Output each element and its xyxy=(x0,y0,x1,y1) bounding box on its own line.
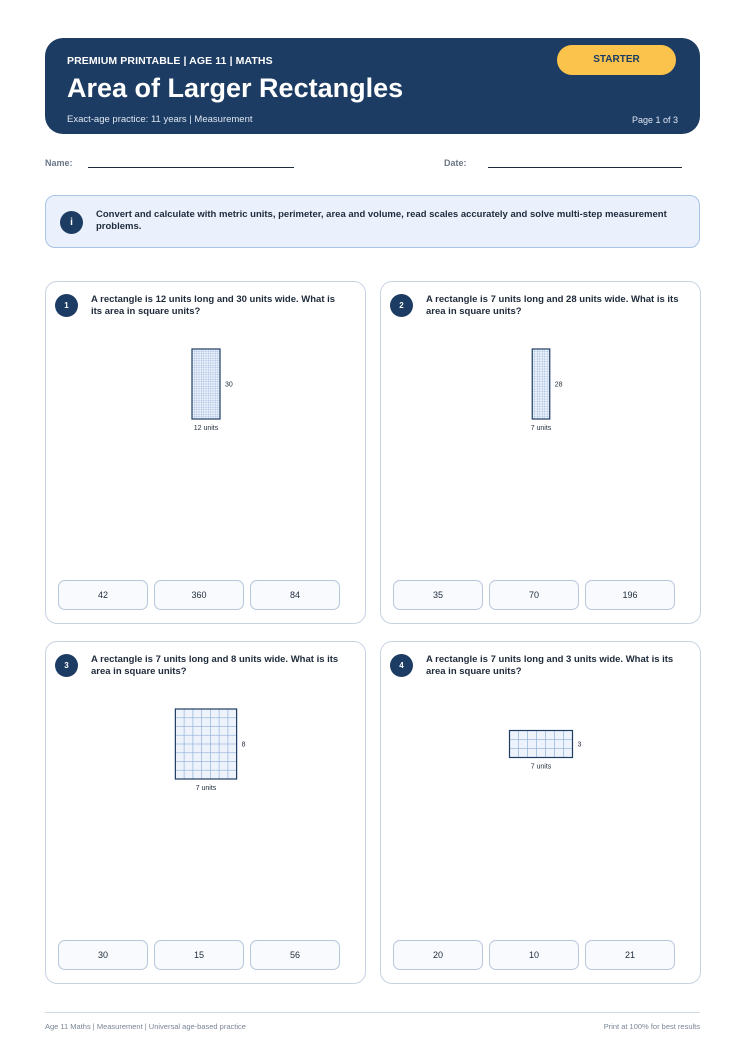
question-number: 2 xyxy=(390,294,413,317)
width-label: 3 xyxy=(577,741,582,749)
date-label: Date: xyxy=(444,158,467,168)
difficulty-badge: STARTER xyxy=(557,45,676,75)
rectangle-figure xyxy=(510,731,582,771)
length-label: 7 units xyxy=(530,763,552,771)
footer-left-text: Age 11 Maths | Measurement | Universal age-based practice xyxy=(45,1022,246,1031)
rectangle-figure xyxy=(192,349,233,432)
answer-options xyxy=(393,580,676,610)
worksheet-header xyxy=(45,38,700,134)
rectangle-fill xyxy=(510,731,573,758)
question-number: 1 xyxy=(55,294,78,317)
rectangle-diagram xyxy=(381,282,702,625)
name-field[interactable] xyxy=(88,167,294,168)
info-icon: i xyxy=(60,211,83,234)
footer-right-text: Print at 100% for best results xyxy=(603,1022,700,1031)
answer-options xyxy=(58,580,341,610)
rectangle-figure xyxy=(175,709,245,792)
answer-option[interactable]: 70 xyxy=(489,580,579,610)
question-card xyxy=(380,281,701,624)
page-indicator: Page 1 of 3 xyxy=(631,115,678,125)
question-card xyxy=(380,641,701,984)
question-card xyxy=(45,641,366,984)
answer-option[interactable]: 35 xyxy=(393,580,483,610)
header-subtitle: Exact-age practice: 11 years | Measurement xyxy=(67,114,253,125)
question-text: A rectangle is 12 units long and 30 units wide. What is its area in square units? xyxy=(91,294,336,317)
answer-options xyxy=(393,940,676,970)
length-label: 7 units xyxy=(530,425,552,432)
answer-option[interactable]: 56 xyxy=(250,940,340,970)
answer-option[interactable]: 196 xyxy=(585,580,675,610)
footer-divider xyxy=(45,1012,700,1013)
name-label: Name: xyxy=(45,158,73,168)
width-label: 30 xyxy=(225,381,233,389)
answer-options xyxy=(58,940,341,970)
question-text: A rectangle is 7 units long and 28 units wide. What is its area in square units? xyxy=(426,294,679,317)
question-text: A rectangle is 7 units long and 8 units wide. What is its area in square units? xyxy=(91,654,339,677)
question-number: 3 xyxy=(55,654,78,677)
answer-option[interactable]: 15 xyxy=(154,940,244,970)
rectangle-diagram xyxy=(381,642,702,985)
rectangle-figure xyxy=(531,349,563,432)
date-field[interactable] xyxy=(488,167,682,168)
length-label: 12 units xyxy=(193,425,219,432)
rectangle-diagram xyxy=(46,282,367,625)
answer-option[interactable]: 360 xyxy=(154,580,244,610)
answer-option[interactable]: 84 xyxy=(250,580,340,610)
question-card xyxy=(45,281,366,624)
answer-option[interactable]: 42 xyxy=(58,580,148,610)
info-text: Convert and calculate with metric units, perimeter, area and volume, read scales accurately and solve multi-step measurement problems. xyxy=(96,209,667,232)
page-title: Area of Larger Rectangles xyxy=(67,73,404,103)
question-text: A rectangle is 7 units long and 3 units wide. What is its area in square units? xyxy=(426,654,674,677)
width-label: 28 xyxy=(554,381,563,389)
question-number: 4 xyxy=(390,654,413,677)
answer-option[interactable]: 21 xyxy=(585,940,675,970)
length-label: 7 units xyxy=(195,785,217,792)
answer-option[interactable]: 10 xyxy=(489,940,579,970)
width-label: 8 xyxy=(241,741,246,749)
answer-option[interactable]: 30 xyxy=(58,940,148,970)
header-eyebrow: PREMIUM PRINTABLE | AGE 11 | MATHS xyxy=(67,55,273,67)
info-panel xyxy=(45,195,700,248)
rectangle-diagram xyxy=(46,642,367,985)
answer-option[interactable]: 20 xyxy=(393,940,483,970)
